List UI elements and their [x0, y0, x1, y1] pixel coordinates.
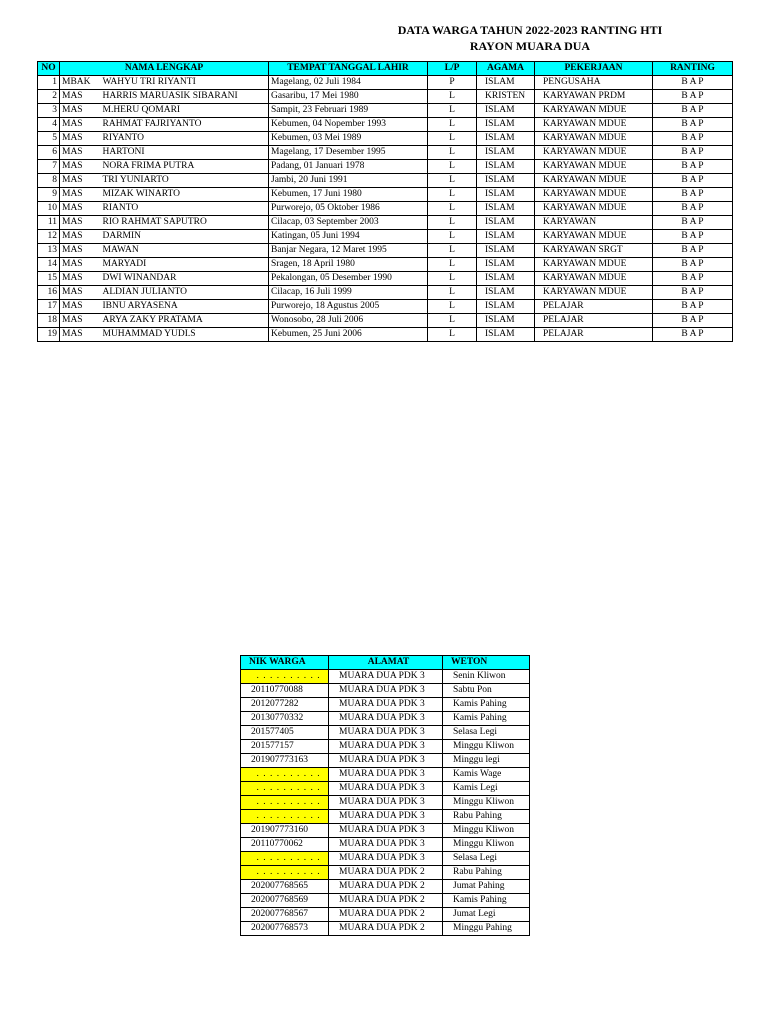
cell-nik: 202007768573: [241, 922, 329, 936]
cell-ranting: B A P: [653, 76, 733, 90]
nik-table-body: [241, 670, 530, 936]
cell-occupation: KARYAWAN PRDM: [535, 90, 653, 104]
cell-weton: Kamis Legi: [443, 782, 530, 796]
cell-birth: Padang, 01 Januari 1978: [269, 160, 428, 174]
cell-name: DARMIN: [97, 230, 269, 244]
list-item: [241, 852, 530, 866]
cell-ranting: B A P: [653, 188, 733, 202]
cell-ranting: B A P: [653, 90, 733, 104]
cell-ranting: B A P: [653, 160, 733, 174]
cell-prefix: MAS: [60, 90, 97, 104]
cell-birth: Kebumen, 03 Mei 1989: [269, 132, 428, 146]
cell-prefix: MAS: [60, 132, 97, 146]
cell-nik: . . . . . . . . . .: [241, 852, 329, 866]
cell-name: DWI WINANDAR: [97, 272, 269, 286]
cell-name: RIANTO: [97, 202, 269, 216]
list-item: [241, 880, 530, 894]
table-row: [38, 118, 733, 132]
cell-gender: L: [428, 272, 477, 286]
cell-weton: Rabu Pahing: [443, 810, 530, 824]
cell-name: ARYA ZAKY PRATAMA: [97, 314, 269, 328]
list-item: [241, 740, 530, 754]
cell-religion: ISLAM: [477, 216, 535, 230]
list-item: [241, 712, 530, 726]
cell-religion: ISLAM: [477, 174, 535, 188]
cell-gender: L: [428, 118, 477, 132]
cell-ranting: B A P: [653, 174, 733, 188]
cell-gender: L: [428, 104, 477, 118]
cell-weton: Senin Kliwon: [443, 670, 530, 684]
cell-no: 3: [38, 104, 60, 118]
col-header-lp: L/P: [428, 62, 477, 76]
cell-weton: Minggu Kliwon: [443, 740, 530, 754]
list-item: [241, 866, 530, 880]
cell-birth: Magelang, 17 Desember 1995: [269, 146, 428, 160]
table-row: [38, 188, 733, 202]
cell-nik: . . . . . . . . . .: [241, 866, 329, 880]
cell-occupation: KARYAWAN MDUE: [535, 230, 653, 244]
cell-occupation: KARYAWAN MDUE: [535, 272, 653, 286]
cell-nik: 201577405: [241, 726, 329, 740]
cell-nik: . . . . . . . . . .: [241, 810, 329, 824]
list-item: [241, 796, 530, 810]
cell-religion: ISLAM: [477, 118, 535, 132]
cell-ranting: B A P: [653, 272, 733, 286]
cell-address: MUARA DUA PDK 3: [329, 670, 443, 684]
cell-religion: ISLAM: [477, 188, 535, 202]
main-table-body: [38, 76, 733, 342]
cell-no: 16: [38, 286, 60, 300]
cell-gender: L: [428, 230, 477, 244]
table-row: [38, 258, 733, 272]
cell-birth: Kebumen, 25 Juni 2006: [269, 328, 428, 342]
cell-name: RIYANTO: [97, 132, 269, 146]
cell-name: MARYADI: [97, 258, 269, 272]
main-data-table: [37, 61, 733, 342]
cell-no: 10: [38, 202, 60, 216]
cell-no: 8: [38, 174, 60, 188]
cell-weton: Kamis Pahing: [443, 698, 530, 712]
cell-nik: . . . . . . . . . .: [241, 782, 329, 796]
cell-prefix: MAS: [60, 118, 97, 132]
col-header-ranting: RANTING: [653, 62, 733, 76]
cell-weton: Minggu Kliwon: [443, 838, 530, 852]
cell-address: MUARA DUA PDK 3: [329, 852, 443, 866]
cell-name: MIZAK WINARTO: [97, 188, 269, 202]
document-title: DATA WARGA TAHUN 2022-2023 RANTING HTI: [397, 23, 663, 37]
cell-birth: Kebumen, 17 Juni 1980: [269, 188, 428, 202]
cell-religion: ISLAM: [477, 272, 535, 286]
cell-gender: L: [428, 174, 477, 188]
cell-religion: ISLAM: [477, 76, 535, 90]
cell-religion: ISLAM: [477, 300, 535, 314]
list-item: [241, 838, 530, 852]
cell-occupation: KARYAWAN MDUE: [535, 188, 653, 202]
table-row: [38, 76, 733, 90]
cell-gender: L: [428, 286, 477, 300]
cell-no: 19: [38, 328, 60, 342]
cell-nik: 201907773160: [241, 824, 329, 838]
cell-religion: ISLAM: [477, 286, 535, 300]
cell-address: MUARA DUA PDK 3: [329, 824, 443, 838]
cell-prefix: MAS: [60, 258, 97, 272]
col-header-no: NO: [38, 62, 60, 76]
list-item: [241, 726, 530, 740]
cell-address: MUARA DUA PDK 2: [329, 908, 443, 922]
cell-birth: Purworejo, 18 Agustus 2005: [269, 300, 428, 314]
cell-address: MUARA DUA PDK 3: [329, 838, 443, 852]
cell-gender: L: [428, 314, 477, 328]
col-header-nama: NAMA LENGKAP: [60, 62, 269, 76]
table-row: [38, 286, 733, 300]
list-item: [241, 670, 530, 684]
cell-address: MUARA DUA PDK 3: [329, 768, 443, 782]
cell-no: 7: [38, 160, 60, 174]
cell-prefix: MAS: [60, 244, 97, 258]
cell-address: MUARA DUA PDK 3: [329, 740, 443, 754]
cell-prefix: MAS: [60, 300, 97, 314]
cell-occupation: PELAJAR: [535, 314, 653, 328]
cell-nik: . . . . . . . . . .: [241, 796, 329, 810]
cell-weton: Minggu legi: [443, 754, 530, 768]
cell-occupation: KARYAWAN MDUE: [535, 286, 653, 300]
cell-nik: 202007768567: [241, 908, 329, 922]
cell-address: MUARA DUA PDK 3: [329, 796, 443, 810]
cell-ranting: B A P: [653, 328, 733, 342]
cell-ranting: B A P: [653, 230, 733, 244]
cell-weton: Kamis Pahing: [443, 712, 530, 726]
col-header-alamat: ALAMAT: [329, 656, 443, 670]
table-row: [38, 244, 733, 258]
table-row: [38, 146, 733, 160]
cell-gender: L: [428, 146, 477, 160]
cell-weton: Rabu Pahing: [443, 866, 530, 880]
cell-nik: 20110770088: [241, 684, 329, 698]
nik-table-header-row: [241, 656, 530, 670]
cell-address: MUARA DUA PDK 3: [329, 698, 443, 712]
cell-no: 5: [38, 132, 60, 146]
cell-birth: Kebumen, 04 Nopember 1993: [269, 118, 428, 132]
cell-address: MUARA DUA PDK 3: [329, 712, 443, 726]
cell-ranting: B A P: [653, 314, 733, 328]
cell-religion: ISLAM: [477, 160, 535, 174]
cell-occupation: KARYAWAN MDUE: [535, 174, 653, 188]
cell-nik: 2012077282: [241, 698, 329, 712]
cell-name: HARTONI: [97, 146, 269, 160]
cell-weton: Jumat Pahing: [443, 880, 530, 894]
cell-name: MUHAMMAD YUDI.S: [97, 328, 269, 342]
cell-address: MUARA DUA PDK 2: [329, 866, 443, 880]
cell-religion: ISLAM: [477, 146, 535, 160]
cell-religion: ISLAM: [477, 104, 535, 118]
cell-weton: Sabtu Pon: [443, 684, 530, 698]
main-table-header-row: [38, 62, 733, 76]
table-row: [38, 314, 733, 328]
list-item: [241, 698, 530, 712]
cell-no: 2: [38, 90, 60, 104]
cell-religion: ISLAM: [477, 328, 535, 342]
cell-religion: KRISTEN: [477, 90, 535, 104]
cell-birth: Sragen, 18 April 1980: [269, 258, 428, 272]
cell-occupation: KARYAWAN MDUE: [535, 202, 653, 216]
col-header-ttl: TEMPAT TANGGAL LAHIR: [269, 62, 428, 76]
cell-occupation: KARYAWAN MDUE: [535, 104, 653, 118]
cell-occupation: KARYAWAN MDUE: [535, 118, 653, 132]
cell-name: RIO RAHMAT SAPUTRO: [97, 216, 269, 230]
list-item: [241, 684, 530, 698]
cell-gender: P: [428, 76, 477, 90]
cell-name: MAWAN: [97, 244, 269, 258]
cell-nik: 202007768565: [241, 880, 329, 894]
cell-prefix: MAS: [60, 160, 97, 174]
cell-ranting: B A P: [653, 244, 733, 258]
cell-address: MUARA DUA PDK 2: [329, 894, 443, 908]
cell-nik: . . . . . . . . . .: [241, 768, 329, 782]
cell-prefix: MAS: [60, 202, 97, 216]
cell-gender: L: [428, 188, 477, 202]
cell-weton: Minggu Kliwon: [443, 796, 530, 810]
cell-religion: ISLAM: [477, 244, 535, 258]
cell-gender: L: [428, 90, 477, 104]
cell-weton: Jumat Legi: [443, 908, 530, 922]
cell-gender: L: [428, 160, 477, 174]
cell-occupation: KARYAWAN MDUE: [535, 146, 653, 160]
table-row: [38, 90, 733, 104]
cell-gender: L: [428, 202, 477, 216]
col-header-nik: NIK WARGA: [241, 656, 329, 670]
cell-name: WAHYU TRI RIYANTI: [97, 76, 269, 90]
col-header-weton: WETON: [443, 656, 530, 670]
table-row: [38, 328, 733, 342]
cell-birth: Banjar Negara, 12 Maret 1995: [269, 244, 428, 258]
list-item: [241, 922, 530, 936]
table-row: [38, 216, 733, 230]
cell-prefix: MAS: [60, 174, 97, 188]
table-row: [38, 300, 733, 314]
cell-gender: L: [428, 132, 477, 146]
table-row: [38, 272, 733, 286]
cell-nik: 201577157: [241, 740, 329, 754]
cell-name: HARRIS MARUASIK SIBARANI: [97, 90, 269, 104]
cell-address: MUARA DUA PDK 3: [329, 754, 443, 768]
cell-birth: Magelang, 02 Juli 1984: [269, 76, 428, 90]
table-row: [38, 104, 733, 118]
cell-ranting: B A P: [653, 216, 733, 230]
cell-ranting: B A P: [653, 104, 733, 118]
cell-occupation: KARYAWAN MDUE: [535, 258, 653, 272]
cell-nik: 201907773163: [241, 754, 329, 768]
cell-birth: Cilacap, 16 Juli 1999: [269, 286, 428, 300]
list-item: [241, 810, 530, 824]
cell-address: MUARA DUA PDK 3: [329, 782, 443, 796]
document-subtitle: RAYON MUARA DUA: [469, 39, 591, 53]
table-row: [38, 230, 733, 244]
cell-name: ALDIAN JULIANTO: [97, 286, 269, 300]
cell-address: MUARA DUA PDK 2: [329, 922, 443, 936]
cell-religion: ISLAM: [477, 132, 535, 146]
cell-nik: . . . . . . . . . .: [241, 670, 329, 684]
cell-birth: Wonosobo, 28 Juli 2006: [269, 314, 428, 328]
cell-ranting: B A P: [653, 258, 733, 272]
cell-name: NORA FRIMA PUTRA: [97, 160, 269, 174]
cell-no: 13: [38, 244, 60, 258]
cell-no: 6: [38, 146, 60, 160]
list-item: [241, 754, 530, 768]
col-header-agama: AGAMA: [477, 62, 535, 76]
table-row: [38, 202, 733, 216]
nik-table: [240, 655, 530, 936]
cell-ranting: B A P: [653, 202, 733, 216]
cell-occupation: KARYAWAN: [535, 216, 653, 230]
cell-birth: Sampit, 23 Februari 1989: [269, 104, 428, 118]
cell-occupation: KARYAWAN SRGT: [535, 244, 653, 258]
cell-birth: Jambi, 20 Juni 1991: [269, 174, 428, 188]
cell-prefix: MAS: [60, 314, 97, 328]
cell-no: 18: [38, 314, 60, 328]
cell-gender: L: [428, 258, 477, 272]
cell-weton: Kamis Pahing: [443, 894, 530, 908]
list-item: [241, 782, 530, 796]
cell-no: 15: [38, 272, 60, 286]
cell-religion: ISLAM: [477, 230, 535, 244]
cell-no: 4: [38, 118, 60, 132]
cell-ranting: B A P: [653, 146, 733, 160]
cell-weton: Selasa Legi: [443, 726, 530, 740]
cell-ranting: B A P: [653, 286, 733, 300]
cell-no: 11: [38, 216, 60, 230]
cell-prefix: MAS: [60, 272, 97, 286]
cell-nik: 20130770332: [241, 712, 329, 726]
table-row: [38, 160, 733, 174]
col-header-pekerjaan: PEKERJAAN: [535, 62, 653, 76]
cell-birth: Cilacap, 03 September 2003: [269, 216, 428, 230]
cell-gender: L: [428, 244, 477, 258]
cell-occupation: KARYAWAN MDUE: [535, 132, 653, 146]
cell-prefix: MAS: [60, 328, 97, 342]
cell-occupation: PELAJAR: [535, 300, 653, 314]
table-row: [38, 132, 733, 146]
cell-prefix: MAS: [60, 146, 97, 160]
cell-gender: L: [428, 328, 477, 342]
cell-nik: 202007768569: [241, 894, 329, 908]
cell-gender: L: [428, 300, 477, 314]
cell-address: MUARA DUA PDK 2: [329, 880, 443, 894]
cell-name: IBNU ARYASENA: [97, 300, 269, 314]
cell-name: M.HERU QOMARI: [97, 104, 269, 118]
cell-ranting: B A P: [653, 132, 733, 146]
cell-prefix: MAS: [60, 286, 97, 300]
cell-name: TRI YUNIARTO: [97, 174, 269, 188]
cell-gender: L: [428, 216, 477, 230]
cell-birth: Katingan, 05 Juni 1994: [269, 230, 428, 244]
cell-weton: Kamis Wage: [443, 768, 530, 782]
cell-weton: Minggu Kliwon: [443, 824, 530, 838]
cell-religion: ISLAM: [477, 202, 535, 216]
cell-occupation: KARYAWAN MDUE: [535, 160, 653, 174]
cell-no: 17: [38, 300, 60, 314]
cell-ranting: B A P: [653, 300, 733, 314]
cell-name: RAHMAT FAJRIYANTO: [97, 118, 269, 132]
cell-no: 9: [38, 188, 60, 202]
cell-occupation: PENGUSAHA: [535, 76, 653, 90]
list-item: [241, 824, 530, 838]
cell-no: 12: [38, 230, 60, 244]
cell-occupation: PELAJAR: [535, 328, 653, 342]
cell-prefix: MAS: [60, 188, 97, 202]
cell-prefix: MAS: [60, 230, 97, 244]
cell-birth: Pekalongan, 05 Desember 1990: [269, 272, 428, 286]
cell-address: MUARA DUA PDK 3: [329, 810, 443, 824]
list-item: [241, 894, 530, 908]
cell-nik: 20110770062: [241, 838, 329, 852]
cell-prefix: MBAK: [60, 76, 97, 90]
cell-prefix: MAS: [60, 216, 97, 230]
cell-no: 1: [38, 76, 60, 90]
table-row: [38, 174, 733, 188]
cell-religion: ISLAM: [477, 258, 535, 272]
cell-birth: Purworejo, 05 Oktober 1986: [269, 202, 428, 216]
cell-prefix: MAS: [60, 104, 97, 118]
list-item: [241, 768, 530, 782]
cell-weton: Minggu Pahing: [443, 922, 530, 936]
list-item: [241, 908, 530, 922]
cell-address: MUARA DUA PDK 3: [329, 726, 443, 740]
cell-ranting: B A P: [653, 118, 733, 132]
cell-address: MUARA DUA PDK 3: [329, 684, 443, 698]
cell-no: 14: [38, 258, 60, 272]
cell-birth: Gasaribu, 17 Mei 1980: [269, 90, 428, 104]
cell-weton: Selasa Legi: [443, 852, 530, 866]
cell-religion: ISLAM: [477, 314, 535, 328]
